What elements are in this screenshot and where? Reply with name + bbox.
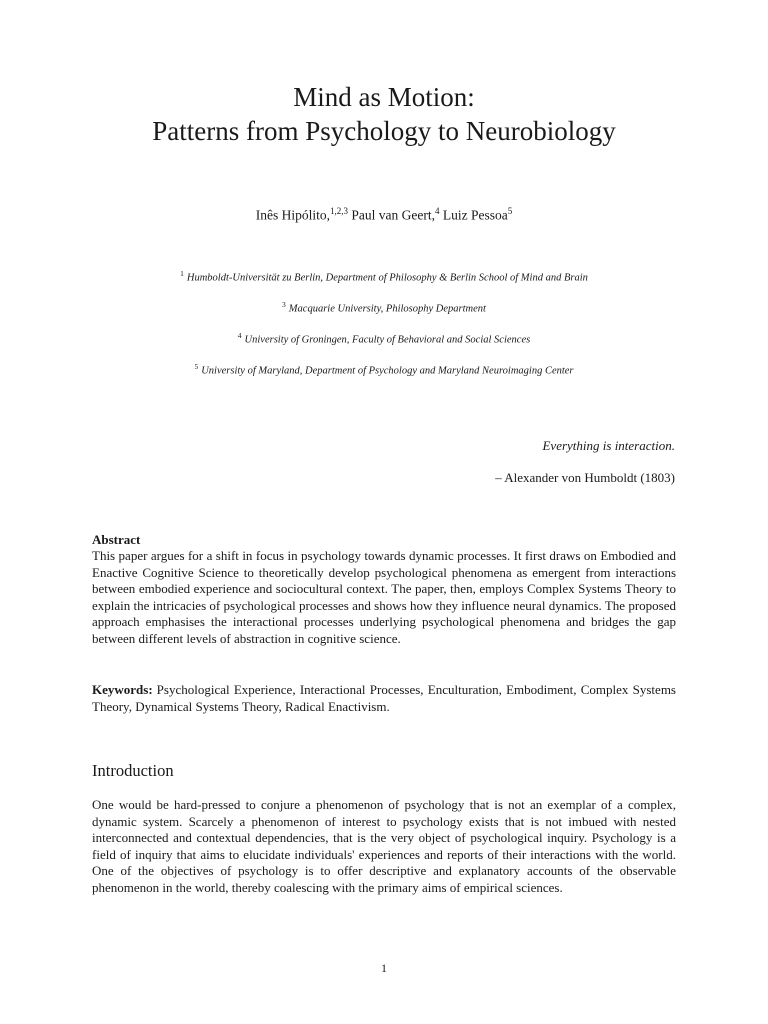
title-line-2: Patterns from Psychology to Neurobiology [152, 116, 616, 146]
affiliation-text: Humboldt-Universität zu Berlin, Department of Philosophy & Berlin School of Mind and Brain [186, 272, 588, 284]
affiliation-text: University of Groningen, Faculty of Behavioral and Social Sciences [244, 334, 531, 346]
author-affiliation-marker: 5 [507, 206, 513, 216]
introduction-heading: Introduction [92, 761, 174, 780]
author-name: Luiz Pessoa [442, 207, 508, 223]
affiliation [0, 360, 768, 379]
epigraph-attribution: – Alexander von Humboldt (1803) [495, 470, 675, 485]
keywords-label: Keywords: [92, 682, 153, 697]
page-number: 1 [381, 961, 387, 975]
affiliation-text: Macquarie University, Philosophy Department [288, 303, 486, 315]
affiliation [0, 267, 768, 286]
epigraph-quote: Everything is interaction. [542, 438, 675, 453]
author-list [0, 202, 768, 225]
author-name: Paul van Geert, [351, 207, 435, 223]
abstract-heading: Abstract [92, 532, 141, 547]
affiliation-marker: 4 [237, 331, 242, 340]
affiliation-marker: 1 [180, 269, 184, 278]
keywords-text: Psychological Experience, Interactional Processes, Enculturation, Embodiment, Complex Systems Theory, Dynamical Systems Theory, Radical Enactivism. [92, 682, 676, 714]
abstract-body: This paper argues for a shift in focus in psychology towards dynamic processes. It first draws on Embodied and Enactive Cognitive Science to theoretically develop psychological phenomena as emergent from interactions between embodied experience and sociocultural context. The paper, then, employs Complex Systems Theory to explain the intricacies of psychological processes and shows how they influence neural dynamics. The proposed approach emphasises the interactional processes underlying psychological phenomena and bridges the gap between different levels of abstraction in cognitive science. [92, 548, 676, 646]
affiliation-marker: 5 [194, 362, 199, 371]
affiliation [0, 298, 768, 317]
introduction-body: One would be hard-pressed to conjure a phenomenon of psychology that is not an exemplar of a complex, dynamic system. Scarcely a phenomenon of interest to psychology exists that is not imbued with nested interconnected and contextual dependencies, that is the very object of psychological inquiry. Psychology is a field of inquiry that aims to elucidate individuals' experiences and reports of their interactions with the world. One of the objectives of psychology is to offer descriptive and explanatory accounts of the observable phenomenon in the world, thereby coalescing with the primary aims of empirical sciences. [92, 797, 676, 895]
author-name: Inês Hipólito, [255, 207, 330, 223]
affiliation-text: University of Maryland, Department of Psychology and Maryland Neuroimaging Center [201, 365, 574, 377]
title-line-1: Mind as Motion: [293, 82, 475, 112]
paper-title [0, 80, 768, 148]
affiliation-marker: 3 [282, 300, 286, 309]
keywords [92, 682, 676, 715]
affiliation [0, 329, 768, 348]
author-affiliation-marker: 1,2,3 [330, 206, 348, 216]
author-affiliation-marker: 4 [434, 206, 440, 216]
